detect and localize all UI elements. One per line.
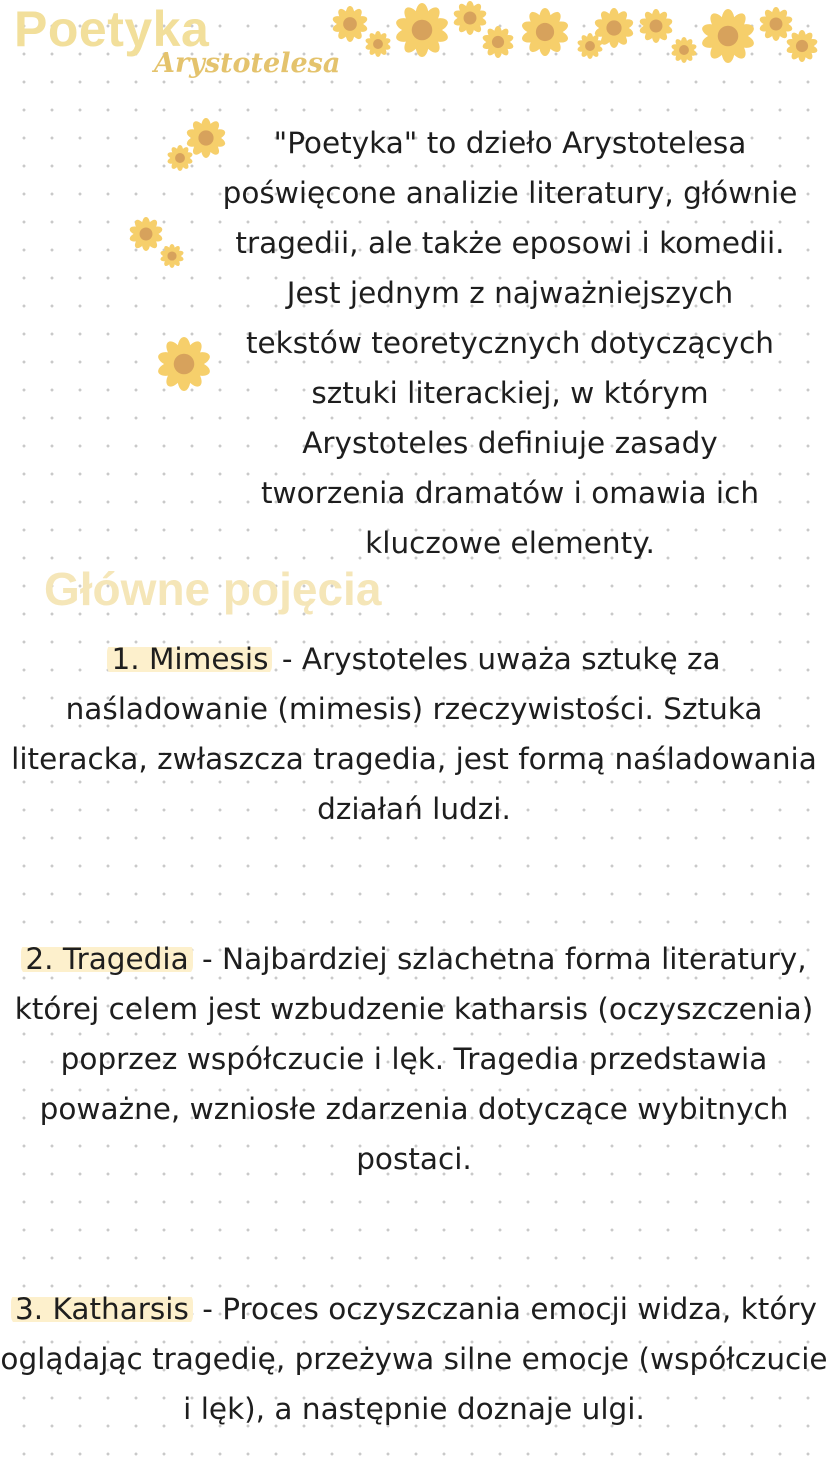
daisy-flower-icon — [167, 145, 193, 171]
intro-line: "Poetyka" to dzieło Arystotelesa — [273, 126, 747, 160]
intro-line: kluczowe elementy. — [365, 526, 655, 560]
concept-line: której celem jest wzbudzenie katharsis (oczyszczenia) — [14, 992, 814, 1026]
daisy-flower-icon — [332, 6, 368, 42]
concept-term-highlight: 2. Tragedia — [21, 942, 192, 976]
concept-line: oglądając tragedię, przeżywa silne emocje (współczucie — [0, 1342, 828, 1376]
daisy-flower-icon — [786, 30, 818, 62]
page-title: Poetyka — [14, 1, 210, 57]
daisy-flower-icon — [701, 9, 755, 63]
concept-line: naśladowanie (mimesis) rzeczywistości. Sztuka — [65, 692, 763, 726]
intro-line: tragedii, ale także eposowi i komedii. — [235, 226, 785, 260]
concept-definition-start: - Arystoteles uważa sztukę za — [272, 642, 721, 676]
concept-line: poprzez współczucie i lęk. Tragedia przedstawia — [60, 1042, 768, 1076]
daisy-flower-icon — [671, 37, 697, 63]
concept-term-highlight: 3. Katharsis — [11, 1292, 193, 1326]
daisy-flower-icon — [157, 337, 211, 391]
concept-katharsis — [0, 1284, 828, 1434]
concept-line: i lęk), a następnie doznaje ulgi. — [183, 1392, 645, 1426]
intro-line: tworzenia dramatów i omawia ich — [260, 476, 760, 510]
section-heading: Główne pojęcia — [44, 563, 382, 615]
concept-first-line — [0, 634, 828, 684]
daisy-flower-icon — [594, 8, 634, 48]
intro-line: Jest jednym z najważniejszych — [286, 276, 734, 310]
intro-line: poświęcone analizie literatury, głównie — [222, 176, 798, 210]
daisy-flower-icon — [160, 244, 184, 268]
concept-line: poważne, wzniosłe zdarzenia dotyczące wybitnych — [39, 1092, 789, 1126]
concept-tragedia — [0, 934, 828, 1184]
daisy-flower-icon — [129, 217, 163, 251]
concept-line: postaci. — [356, 1142, 472, 1176]
concept-definition-start: - Proces oczyszczania emocji widza, który — [192, 1292, 817, 1326]
concept-line: literacka, zwłaszcza tragedia, jest formą naśladowania — [11, 742, 817, 776]
daisy-flower-icon — [482, 26, 514, 58]
daisy-flower-icon — [521, 8, 569, 56]
concept-first-line — [0, 1284, 828, 1334]
intro-line: tekstów teoretycznych dotyczących — [245, 326, 775, 360]
intro-paragraph — [210, 118, 810, 568]
concept-line: działań ludzi. — [317, 792, 511, 826]
daisy-flower-icon — [639, 9, 673, 43]
intro-line: Arystoteles definiuje zasady — [302, 426, 718, 460]
concept-first-line — [0, 934, 828, 984]
page-subtitle: Arystotelesa — [154, 48, 341, 79]
concept-definition-start: - Najbardziej szlachetna forma literatury, — [192, 942, 807, 976]
daisy-flower-icon — [395, 3, 449, 57]
concept-mimesis — [0, 634, 828, 834]
concept-term-highlight: 1. Mimesis — [107, 642, 272, 676]
intro-line: sztuki literackiej, w którym — [311, 376, 709, 410]
daisy-flower-icon — [365, 31, 391, 57]
